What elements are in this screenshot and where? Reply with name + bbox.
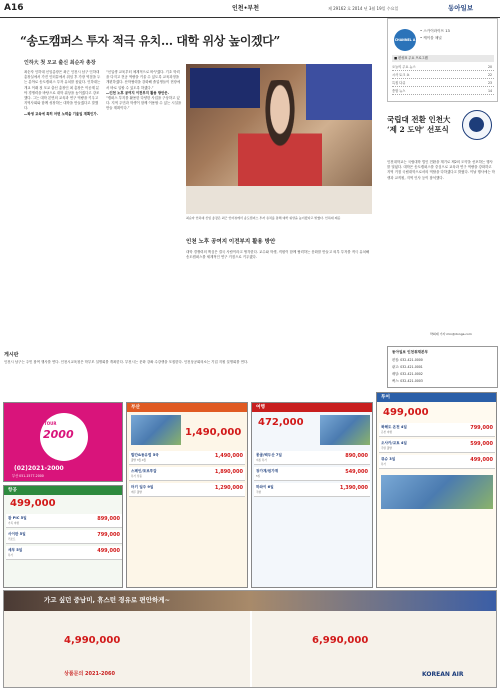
ad-header: 투어 (377, 393, 496, 402)
ad-row-price: 499,000 (97, 548, 120, 554)
ad-row-note: 직항 (256, 491, 262, 494)
ad-row-price: 899,000 (97, 516, 120, 522)
ad-balkan[interactable] (126, 402, 248, 588)
ad-row-title: 터키 일주 9일 (131, 485, 154, 489)
ad-row[interactable] (6, 546, 122, 560)
newspaper-logo: 동아일보 (448, 4, 474, 12)
ad-row-note: 특가 (381, 463, 387, 466)
channel-bar: ■ 편성표 주요 프로그램 (392, 55, 494, 62)
ad-row[interactable] (379, 439, 495, 453)
ad-row-note: 여름 특가 (256, 459, 267, 462)
ad-row[interactable] (6, 530, 122, 544)
article-question: ―인천 노후 공여지 이전부지 활용 방안은. (106, 90, 169, 95)
ad-row-price: 799,000 (470, 425, 493, 431)
ad-row-note: 온천 여행 (381, 431, 392, 434)
page-number: A16 (4, 3, 24, 13)
ad-brand: TOUR (44, 421, 57, 426)
ad-row[interactable] (379, 455, 495, 469)
right-article-body: 인천대학교는 국립대학 법인 전환을 계기로 제2의 도약을 선포하는 행사를 열었다. 대학은 송도캠퍼스를 중심으로 교육과 연구 역량을 강화하고 지역 거점 국립대학으로서의 역할을 다하겠다고 밝혔다. 이날 행사에는 학생과 교직원, 지역 인사 등이 참석했다. (387, 160, 495, 180)
ad-price: 499,000 (383, 407, 429, 418)
emblem-center (469, 117, 484, 132)
ad-row-title: 스페인/포르투갈 (131, 469, 157, 473)
ad-photo (320, 415, 370, 445)
ad-price: 1,490,000 (185, 427, 242, 438)
article-text: “캠퍼스 부지를 활용한 다양한 사업을 구상하고 있다. 지역 주민과 학생이 함께 이용할 수 있는 시설을 만들 계획이다.” (106, 96, 182, 111)
banner-right-price: 6,990,000 (312, 635, 369, 646)
article-column-2 (106, 70, 182, 330)
channel-line: • 케이블 채널 (420, 36, 442, 40)
channel-row-label: 특집 다큐 (392, 81, 406, 85)
contact-row: 광고: 032-421-0001 (392, 365, 423, 369)
article-text: “신입생 교육부터 체계적으로 바꾸겠다. 기초 학력을 다지고 전공 역량을 키울 수 있도록 교육과정을 개편하겠다. 산학협력을 강화해 졸업생들이 현장에서 바로 일할 수 있도록 하겠다.” (106, 70, 181, 90)
ad-guam[interactable] (3, 485, 123, 588)
ad-header: 부산 (127, 403, 247, 412)
contact-title: 동아일보 인천취재본부 (392, 350, 428, 354)
ad-korean-air-banner[interactable] (3, 590, 497, 688)
article-mid-subtitle: 인천 노후 공여지 이전부지 활용 방안 (186, 239, 276, 245)
ad-row[interactable] (129, 451, 245, 465)
ad-row-price: 890,000 (345, 453, 368, 459)
ad-row-title: 괌 PIC 5일 (8, 516, 27, 520)
photo-caption: 최순자 인하대 신임 총장은 최근 인터뷰에서 송도캠퍼스 투자 유치를 통해 대학 위상을 높이겠다고 밝혔다. 인하대 제공 (186, 216, 341, 220)
ad-price: 472,000 (258, 417, 304, 428)
page-header (0, 0, 500, 18)
ad-row-price: 1,290,000 (214, 485, 243, 491)
ad-row[interactable] (254, 483, 370, 497)
right-headline: 국립대 전환 인천大 ‘제 2 도약’ 선포식 (387, 115, 451, 134)
ad-china[interactable] (251, 402, 373, 588)
ad-row-note: 출발 3월·4월 (131, 459, 146, 462)
ad-row-note: 매주 출발 (131, 491, 142, 494)
contact-row: 팩스: 032-421-0003 (392, 379, 423, 383)
ad-row-title: 발칸&동유럽 5국 (131, 453, 159, 457)
banner-left-phone: 상품문의 2021-2060 (64, 671, 115, 677)
ad-japan[interactable] (376, 392, 497, 588)
article-subhead: 인하大 첫 모교 출신 최순자 총장 (24, 60, 96, 66)
channel-line: • 스카이라이프 13 (420, 29, 450, 33)
ad-row[interactable] (254, 467, 370, 481)
contact-box (387, 346, 498, 388)
channel-row (392, 89, 494, 95)
board-title: 게시판 (4, 352, 19, 358)
channel-row-num: 23 (487, 81, 492, 85)
board-body: 인천시 남구는 주민 참여 행사를 연다. 인천시교육청은 학부모 설명회를 개최한다. 부천시는 문화 강좌 수강생을 모집한다. 인천상공회의소는 기업 지원 설명회를 연다. (4, 360, 249, 364)
ad-row-note: 리조트 (8, 538, 16, 541)
ad-row[interactable] (379, 423, 495, 437)
channel-row (392, 73, 494, 79)
ad-row-title: 오사카/교토 4일 (381, 441, 407, 445)
section-title: 인천•부천 (232, 5, 260, 12)
article-photo (186, 64, 372, 214)
ad-row-title: 하와이 6일 (256, 485, 274, 489)
channel-box (387, 18, 498, 102)
contact-row: 배달: 032-421-0002 (392, 372, 423, 376)
ad-header: 여행 (252, 403, 372, 412)
channel-row (392, 81, 494, 87)
channel-row-num: 20 (487, 65, 492, 69)
article-question: ―학생 교육에 특히 어떤 노력을 기울일 계획인가. (24, 111, 98, 116)
ad-row-title: 큐슈 3일 (381, 457, 396, 461)
ad-row-note: 가족 여행 (8, 522, 19, 525)
ad-photo (131, 415, 181, 445)
ad-row-title: 장가계/원가계 (256, 469, 279, 473)
ad-row-title: 몽골/백두산 7일 (256, 453, 282, 457)
issue-date: 제 29162 호 2014 년 3월 19일 수요일 (328, 6, 399, 11)
ad-row-price: 499,000 (470, 457, 493, 463)
university-emblem-icon (462, 110, 492, 140)
ad-row-title: 북해도 온천 4일 (381, 425, 407, 429)
channel-row-label: 종합 뉴스 (392, 89, 406, 93)
banner-airline-logo: KOREAN AIR (422, 671, 464, 678)
ad-row-price: 1,890,000 (214, 469, 243, 475)
desk (186, 186, 372, 214)
ad-row-title: 사이판 5일 (8, 532, 26, 536)
ad-row[interactable] (129, 483, 245, 497)
channel-row-num: 14 (487, 89, 492, 93)
article-text: 최순자 인하대 신임총장은 최근 인천시 남구 인하대 총장실에서 가진 인터뷰에서 취임 후 가장 역점을 두는 분야로 송도캠퍼스 투자 유치를 꼽았다. 인하대는 개교 이래 첫 모교 출신 총장인 최 총장은 이공계 분야 경쟁력을 바탕으로 대학 위상을 높이겠다고 강조했다. 그는 대학 본연의 교육과 연구 역량을 키우고 지역사회와 함께 성장하는 대학을 만들겠다고 말했다. (24, 70, 101, 111)
ad-row[interactable] (6, 514, 122, 528)
ad-phone: (02)2021-2000 (14, 465, 64, 472)
channel-logo-icon: CHANNEL A (394, 29, 416, 51)
ad-photo (381, 475, 493, 509)
ad-phone-busan: 부산 051-1577-2000 (12, 474, 44, 478)
ad-row-note: 특가 상품 (131, 475, 142, 478)
ad-row-note: 특가 (8, 554, 14, 557)
ad-row[interactable] (254, 451, 370, 465)
ad-price: 499,000 (10, 498, 56, 509)
ad-row-price: 1,390,000 (339, 485, 368, 491)
banner-title-bar (4, 591, 496, 611)
channel-row-num: 22 (487, 73, 492, 77)
ad-brand-number: 2000 (43, 428, 74, 441)
channel-row (392, 65, 494, 71)
article-column-1 (24, 70, 102, 330)
ad-row[interactable] (129, 467, 245, 481)
ad-row-price: 549,000 (345, 469, 368, 475)
ad-row-note: 주말 출발 (381, 447, 392, 450)
reporter-byline: 박희제 기자 min@donga.com (430, 332, 472, 336)
ad-tour2000[interactable] (3, 402, 123, 482)
article-column-3: 대학 경쟁력의 핵심은 결국 사람이라고 생각한다. 교수와 학생, 직원이 함께 협력하는 문화를 만들고 외부 투자를 적극 유치해 송도캠퍼스를 세계적인 연구 거점으로 키우겠다. (186, 250, 370, 260)
contact-row: 편집: 032-421-0000 (392, 358, 423, 362)
ad-row-note: 5일 (256, 475, 261, 478)
ad-row-price: 599,000 (470, 441, 493, 447)
ad-row-price: 1,490,000 (214, 453, 243, 459)
ad-header: 항공 (4, 486, 122, 495)
channel-row-label: 시사 토크 쇼 (392, 73, 410, 77)
ad-row-title: 세부 5일 (8, 548, 23, 552)
banner-title: 가고 싶던 중남미, 휴스턴 경유로 편안하게~ (44, 596, 170, 604)
ad-row-price: 799,000 (97, 532, 120, 538)
banner-left-price: 4,990,000 (64, 635, 121, 646)
article-headline: “송도캠퍼스 투자 적극 유치… 대학 위상 높이겠다” (20, 34, 280, 48)
channel-row-label: 오늘의 주요 뉴스 (392, 65, 416, 69)
